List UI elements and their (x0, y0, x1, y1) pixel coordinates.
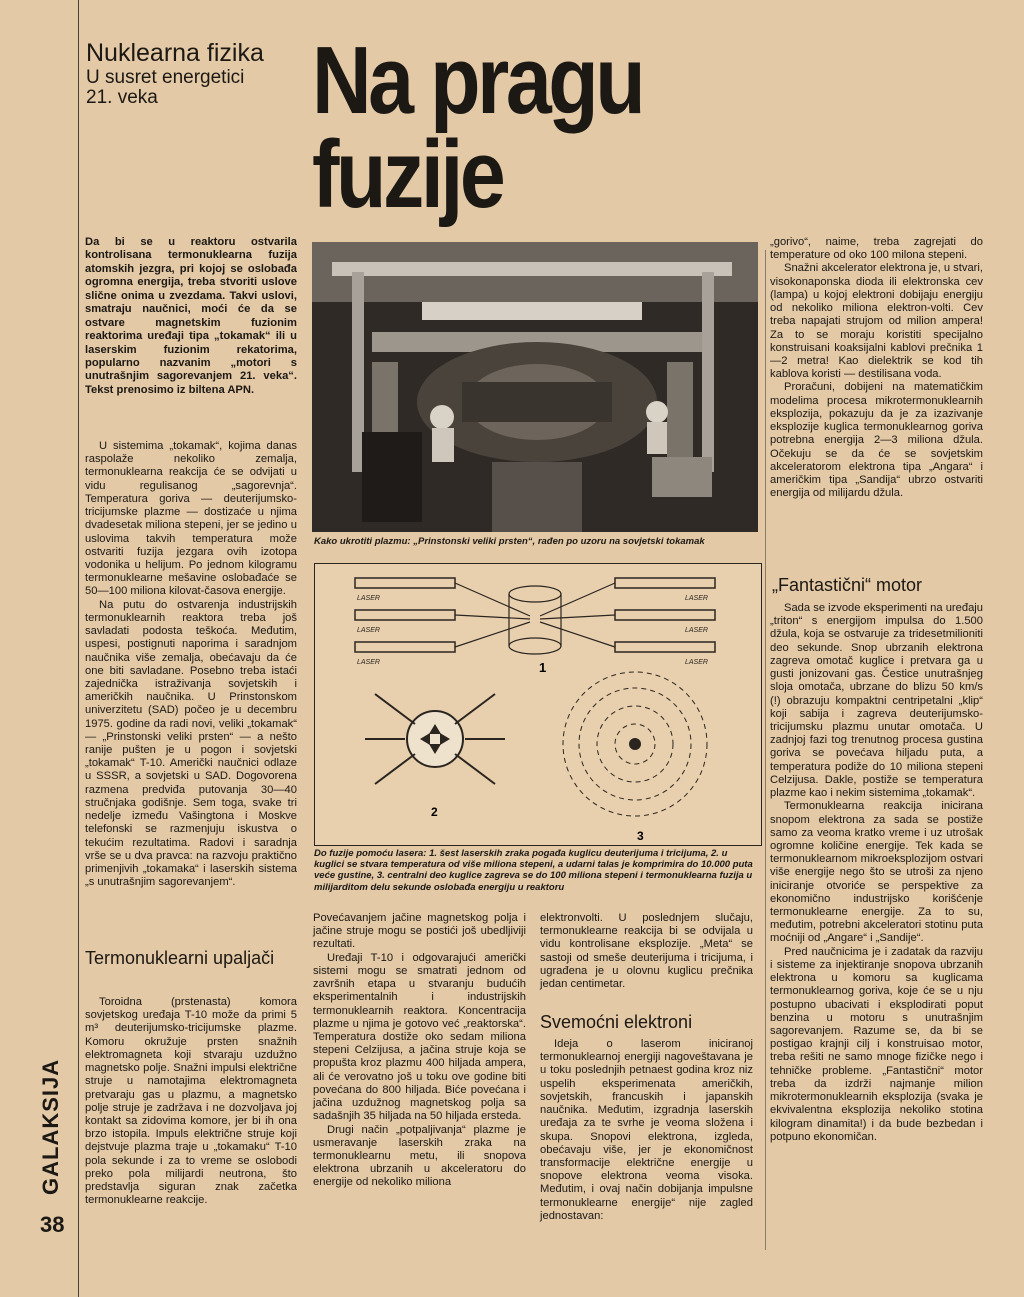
laser-fusion-diagram (314, 563, 762, 846)
diagram-label-1: 1 (539, 660, 547, 675)
paragraph: elektronvolti. U poslednjem slučaju, termonuklearne reakcija bi se odvijala u vidu kontrolisane eksplozije. „Meta“ se sastoji od smeše deuterijuma i tricijuma, i ugrađena je u olovnu kuglicu prečnika jedan centimetar. (540, 912, 753, 991)
paragraph: Pred naučnicima je i zadatak da razviju i sisteme za injektiranje snopova ubrzanih elektrona u komoru sa kuglicama termonuklearnog goriva, koje će se u nju postupno ubacivati i eksplodirati poput benzina u motoru s unutrašnjim sagorevanjem. Razume se, da bi se postigao krajnji cilj i konstruisao motor, treba rešiti ne samo mnoge fizičke nego i tehničke probleme. „Fantastični“ motor treba da izdrži najmanje milion mikrotermonuklearnih eksplozija (svaka je ekvivalentna eksplozija nekoliko stotina kilogram dinamita!) i da bude bezbedan i potpuno ekonomičan. (770, 945, 983, 1143)
paragraph: Uređaji T-10 i odgovarajući američki sistemi mogu se smatrati jednom od završnih etapa u stvaranju budućih eksperimentalnih i industrijskih termonuklearnih reaktora. Koncentracija plazme u njima je gotovo već „reaktorska“. Temperatura dostiže oko sedam miliona stepeni Celzijusa, a jačina struje koja se propušta kroz plazmu 400 hiljada ampera, ali će verovatno još u toku ove godine biti povećana do 800 hiljada. Biće povećana i jačina uzdužnog magnetskog polja sa sadašnjih 35 hiljada na 50 hiljada ersteda. (313, 951, 526, 1123)
diagram-caption: Do fuzije pomoću lasera: 1. šest laserskih zraka pogađa kuglicu deuterijuma i tricijuma, 2. u kuglici se stvara temperatura od više miliona stepeni, a udarni talas je komprimira do 10.000 puta veće gustine, 3. centralni deo kuglice zagreva se do 100 miliona stepeni i termonuklearna fuzija u milijarditom delu sekunde oslobađa energiju u reaktoru (314, 848, 753, 893)
page-number: 38 (40, 1212, 65, 1237)
headline-line-1: Na pragu (312, 27, 643, 134)
reactor-photo (312, 242, 758, 532)
subheading-svemocni: Svemoćni elektroni (540, 1012, 693, 1032)
headline-line-2: fuzije (312, 121, 503, 229)
laser-label: LASER (685, 595, 708, 602)
subheading-termonuklearni: Termonuklearni upaljači (85, 948, 275, 968)
subheading-fantasticni: „Fantastični“ motor (772, 575, 923, 595)
laser-label: LASER (685, 627, 708, 634)
laser-label: LASER (357, 595, 380, 602)
headline (312, 27, 673, 229)
column-4b (770, 602, 983, 1144)
section-topic: Nuklearna fizika (86, 39, 264, 67)
paragraph: Toroidna (prstenasta) komora sovjetskog uređaja T-10 može da primi 5 m³ deuterijumsko-tricijumske plazme. Komoru okružuje prsten snažnih elektromagneta koji stvaraju uzdužno magnetsko polje. Snažni impulsi električne struje u namotajima elektromagneta pretvaraju gas u plazmu, a magnetsko polje struje je zadržava i ne dozvoljava joj kontakt sa zidovima komore, jer bi ih ona brzo istopila. Impuls električne struje koji dejstvuje plazma traje u „tokamaku“ T-10 pola sekunde i za to vreme se oslobodi preko pola milijardi neutrona, što predstavlja siguran znak začetka termonuklearne reakcije. (85, 996, 297, 1207)
diagram-label-2: 2 (431, 805, 438, 819)
laser-label: LASER (685, 659, 708, 666)
column-2 (313, 912, 526, 1190)
column-1b (85, 996, 297, 1208)
magazine-name: GALAKSIJA (38, 1058, 63, 1195)
column-rule-right (765, 250, 766, 1250)
paragraph: Snažni akcelerator elektrona je, u stvari, visokonaponska dioda ili elektronska cev (lampa) u kojoj elektroni dobijaju energiju od nekoliko miliona elektron-volti. Cev treba napajati strujom od milion ampera! Za to se moraju koristiti specijalno konstruisani koaksijalni kablovi prečnika 1—2 metra! Kao dielektrik se kod tih kablova koristi — destilisana voda. (770, 262, 983, 381)
paragraph: Sada se izvode eksperimenti na uređaju „triton“ s energijom impulsa do 1.500 džula, koja se ostvaruje za tridesetmilioniti deo sekunde. Snop ubrzanih elektrona zagreva omotač kuglice i pretvara ga u gusti jonizovani gas. Čestice unutrašnjeg sloja omotača, ubrzane do blizu 50 km/s (!) obrazuju kompaktni centripetalni „klip“ koji sabija i zagreva deuterijumsko-tricijumsku plazmu unutar omotača. U zadnjoj fazi tog trenutnog procesa gustina goriva se povećava hiljadu puta, a temperatura podiže do 10 miliona stepeni Celzijusa. Dakle, postiže se temperatura plazme kao i nekim sistemima „tokamak“. (770, 602, 984, 800)
section-subtitle-1: U susret energetici (86, 67, 245, 89)
column-4 (770, 236, 983, 500)
reactor-photo-illustration (312, 242, 758, 532)
laser-label: LASER (357, 627, 380, 634)
paragraph: Ideja o laserom iniciranoj termonuklearnoj energiji nagoveštavana je u toku poslednjih petnaest godina kroz niz uspelih eksperimenata američkih, sovjetskih, francuskih i japanskih naučnika. Međutim, izgradnja laserskih uređaja za te svrhe je veoma složena i skupa. Snopovi elektrona, izgleda, obećavaju više, jer je ekonomičnost transformacije električne energije u snopove elektrona veoma visoka. Međutim, i ovaj način dobijanja impulsne termonuklearne energije“ nije zagled jednostavan: (540, 1038, 753, 1222)
diagram-label-3: 3 (637, 829, 644, 843)
paragraph: Drugi način „potpaljivanja“ plazme je usmeravanje laserskih zraka na termonuklearnu metu, ili snopova elektrona ubrzanih u akceleratoru do energije od nekoliko miliona (313, 1123, 526, 1189)
paragraph: Na putu do ostvarenja industrijskih termonuklearnih reaktora treba još savladati podosta teškoća. Međutim, uspesi, postignuti naporima i saradnjom naučnika više zemalja, obećavaju da će one biti savladane. Posebno treba istaći zajednička istraživanja sovjetskih i američkih naučnika. U Prinstonskom univerzitetu (SAD) počeo je u decembru 1975. godine da radi novi, veliki „tokamak“ — „Prinstonski veliki prsten“ — a nešto ranije pušten je u pogon i sovjetski „tokamak“ T-10. Američki naučnici odlaze u SSSR, a sovjetski u SAD. Dogovorena razmena predviđa putovanja 30—40 stručnjaka godišnje. Sem toga, svake tri nedelje između Vašingtona i Moskve telefonski se razmenjuju iskustva o tekućim rezultatima. Radovi i saradnja vrše se u dva pravca: na razvoju praktično primenjivih „tokamaka“ i laserskih sistema „s unutrašnjim sagorevanjem“. (85, 598, 297, 889)
column-1 (85, 440, 297, 889)
photo-caption: Kako ukrotiti plazmu: „Prinstonski veliki prsten“, rađen po uzoru na sovjetski tokamak (314, 536, 705, 547)
laser-fusion-diagram-svg (315, 564, 761, 845)
column-3 (540, 912, 753, 991)
section-kicker (86, 40, 296, 108)
left-margin-rule (78, 0, 79, 1297)
paragraph: Proračuni, dobijeni na matematičkim modelima procesa mikrotermonuklearnih eksplozija, pokazuju da je za izazivanje eksplozije kuglica termonuklearnog goriva potrebna energija 2—3 miliona džula. Očekuju se da će se sovjetskim akceleratorom elektrona tipa „Angara“ i američkim tipa „Sandija“ ubrzo ostvariti energija od milijardu džula. (770, 381, 983, 500)
paragraph: Povećavanjem jačine magnetskog polja i jačine struje mogu se postići još ubedljiviji rezultati. (313, 912, 526, 951)
laser-label: LASER (357, 659, 380, 666)
section-subtitle-2: 21. veka (86, 87, 158, 109)
lead-paragraph: Da bi se u reaktoru ostvarila kontrolisana termonuklearna fuzija atomskih jezgra, pri kojoj se oslobađa ogromna energija, treba stvoriti uslove slične onima u zvezdama. Takvi uslovi, smatraju naučnici, moći će da se ostvare magnetskim fuzionim reaktorima uređaji tipa „tokamak“ ili u laserskim fuzionim rekatorima, popularno nazvanim „motori s unutrašnjim sagorevanjem 21. veka“. Tekst prenosimo iz biltena APN. (85, 236, 297, 396)
column-3b (540, 1038, 753, 1223)
paragraph: U sistemima „tokamak“, kojima danas raspolaže nekoliko zemalja, termonuklearna reakcija će se odvijati u vidu regulisanog „sagorevnja“. Temperatura goriva — deuterijumsko-tricijumske plazme — dostizaće u njima dvadesetak miliona stepeni, jer se jedino u uslovima takvih temperatura može ostvariti fuzija jezgara ovih izotopa vodonika u helijum. Po jednom kilogramu termonuklearne mešavine oslobađaće se 50—100 miliona kilovat-časova energije. (85, 440, 297, 598)
paragraph: Termonuklearna reakcija inicirana snopom elektrona za sada se postiže samo za veoma kratko vreme i uz utrošak ogromne količine energije. Tek kada se termonuklearnom mikroeksplozijom ostvari više energije nego što se utroši za njeno iniciranje otvoriće se perspektive za ekonomično industrijsko korišćenje termonuklearne energije. Za to su, međutim, potrebni akceleratori stotinu puta moćniji od „Angare“ i „Sandije“. (770, 800, 983, 945)
paragraph: „gorivo“, naime, treba zagrejati do temperature od oko 100 milona stepeni. (770, 236, 983, 262)
